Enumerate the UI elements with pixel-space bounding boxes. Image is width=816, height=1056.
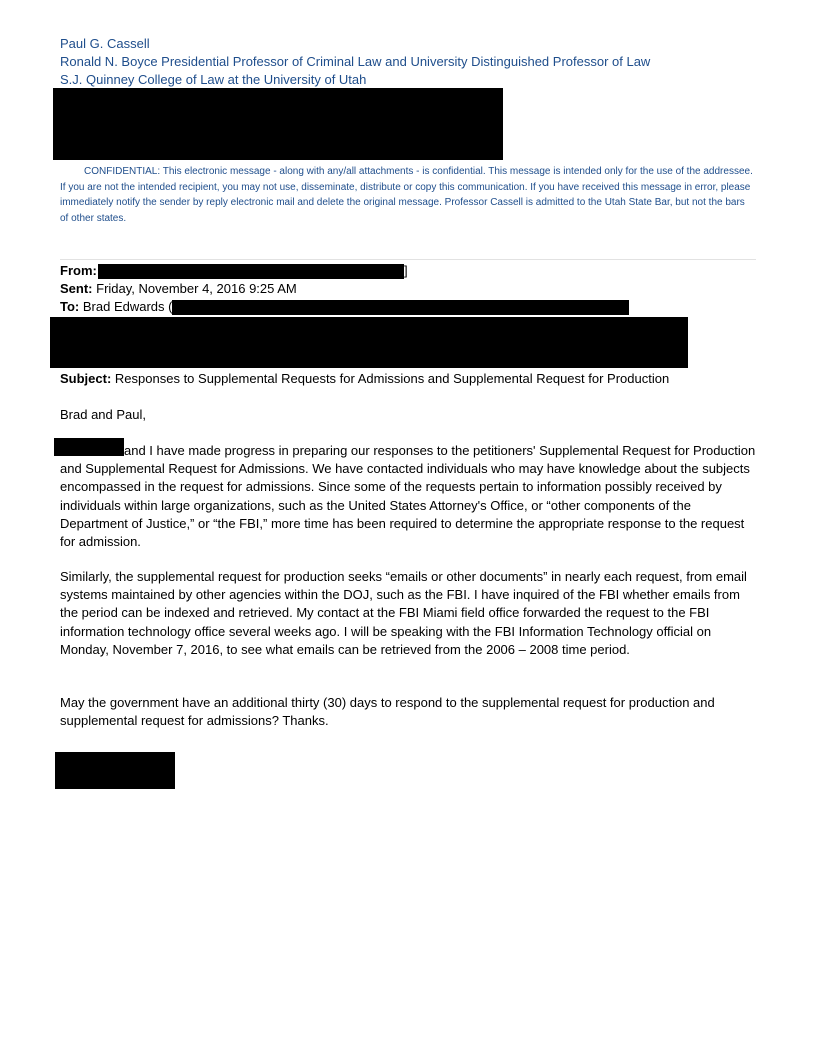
- to-value: Brad Edwards (: [82, 299, 173, 314]
- sent-value: Friday, November 4, 2016 9:25 AM: [96, 281, 297, 296]
- redaction-name: [54, 438, 124, 456]
- greeting: Brad and Paul,: [60, 407, 147, 422]
- header-divider: [60, 259, 756, 260]
- redaction-cc: [50, 317, 688, 368]
- sent-label: Sent:: [60, 281, 93, 296]
- from-label: From:: [60, 263, 97, 278]
- confidential-notice: CONFIDENTIAL: This electronic message - along with any/all attachments - is confidential. This message is intended only for the use of the addressee. If you are not the intended recipient, you may not use, disseminate, distribute or copy this communication. If you have received this message in error, please immediately notify the sender by reply electronic mail and delete the original message. Professor Cassell is admitted to the Utah State Bar, but not the bars of other states.: [60, 166, 753, 224]
- signature-name: Paul G. Cassell: [60, 36, 150, 51]
- from-tail: ]: [404, 263, 408, 278]
- signature-title: Ronald N. Boyce Presidential Professor of Criminal Law and University Distinguished Professor of Law: [60, 54, 651, 69]
- redaction-from: [98, 264, 404, 279]
- paragraph-1: [60, 442, 760, 551]
- paragraph-1-text: and I have made progress in preparing our responses to the petitioners' Supplemental Request for Production and Supplemental Request for Admissions. We have contacted individuals who may have knowledge about the subjects encompassed in the request for admissions. Since some of the requests pertain to information possibly received by individuals within large organizations, such as the United States Attorney's Office, or “other components of the Department of Justice,” or “the FBI,” more time has been required to determine the appropriate response to the request for admission.: [60, 443, 756, 550]
- subject-label: Subject:: [60, 371, 112, 386]
- paragraph-3: May the government have an additional thirty (30) days to respond to the supplemental request for production and supplemental request for admissions? Thanks.: [60, 695, 715, 729]
- signature-school: S.J. Quinney College of Law at the University of Utah: [60, 72, 367, 87]
- redaction-to: [172, 300, 629, 315]
- to-label: To:: [60, 299, 80, 314]
- paragraph-2: Similarly, the supplemental request for production seeks “emails or other documents” in nearly each request, from email systems maintained by other agencies within the DOJ, such as the FBI. I have inquired of the FBI whether emails from the period can be indexed and retrieved. My contact at the FBI Miami field office forwarded the request to the FBI information technology office several weeks ago. I will be speaking with the FBI Information Technology official on Monday, November 7, 2016, to see what emails can be retrieved from the 2006 – 2008 time period.: [60, 569, 747, 657]
- from-line: [60, 262, 97, 280]
- sent-line: [60, 280, 297, 298]
- redaction-signature: [55, 752, 175, 789]
- subject-line: [60, 370, 669, 388]
- subject-value: Responses to Supplemental Requests for Admissions and Supplemental Request for Production: [114, 371, 670, 386]
- redaction-block: [53, 88, 503, 160]
- to-line: [60, 298, 172, 316]
